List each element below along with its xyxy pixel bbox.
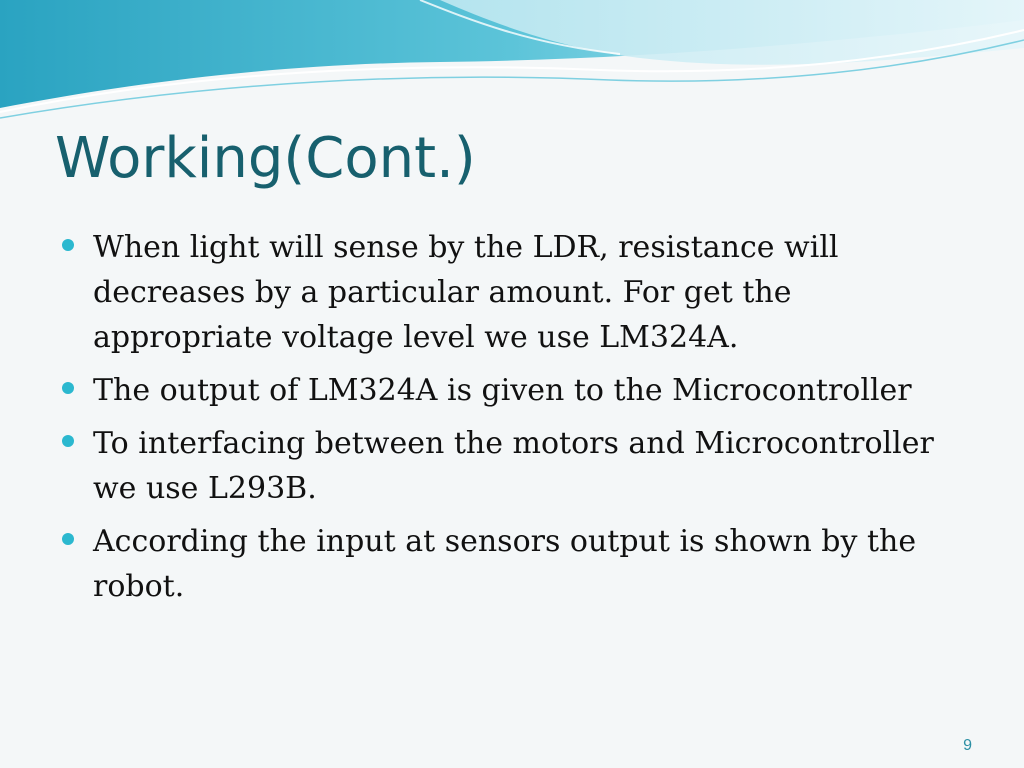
bullet-item [62, 421, 962, 511]
round-bullet-icon [62, 435, 74, 447]
bullet-item [62, 519, 962, 609]
round-bullet-icon [62, 533, 74, 545]
header-wave-decoration [0, 0, 1024, 130]
round-bullet-icon [62, 239, 74, 251]
bullet-item [62, 225, 962, 360]
bullet-text: The output of LM324A is given to the Microcontroller [93, 373, 912, 408]
bullet-item [62, 368, 962, 413]
page-number: 9 [963, 737, 972, 754]
bullet-text: To interfacing between the motors and Microcontroller we use L293B. [93, 426, 934, 506]
bullet-list [62, 225, 962, 617]
round-bullet-icon [62, 382, 74, 394]
bullet-text: When light will sense by the LDR, resistance will decreases by a particular amount. For get the appropriate voltage level we use LM324A. [93, 230, 839, 355]
slide-title: Working(Cont.) [55, 126, 476, 191]
bullet-text: According the input at sensors output is shown by the robot. [93, 524, 917, 604]
